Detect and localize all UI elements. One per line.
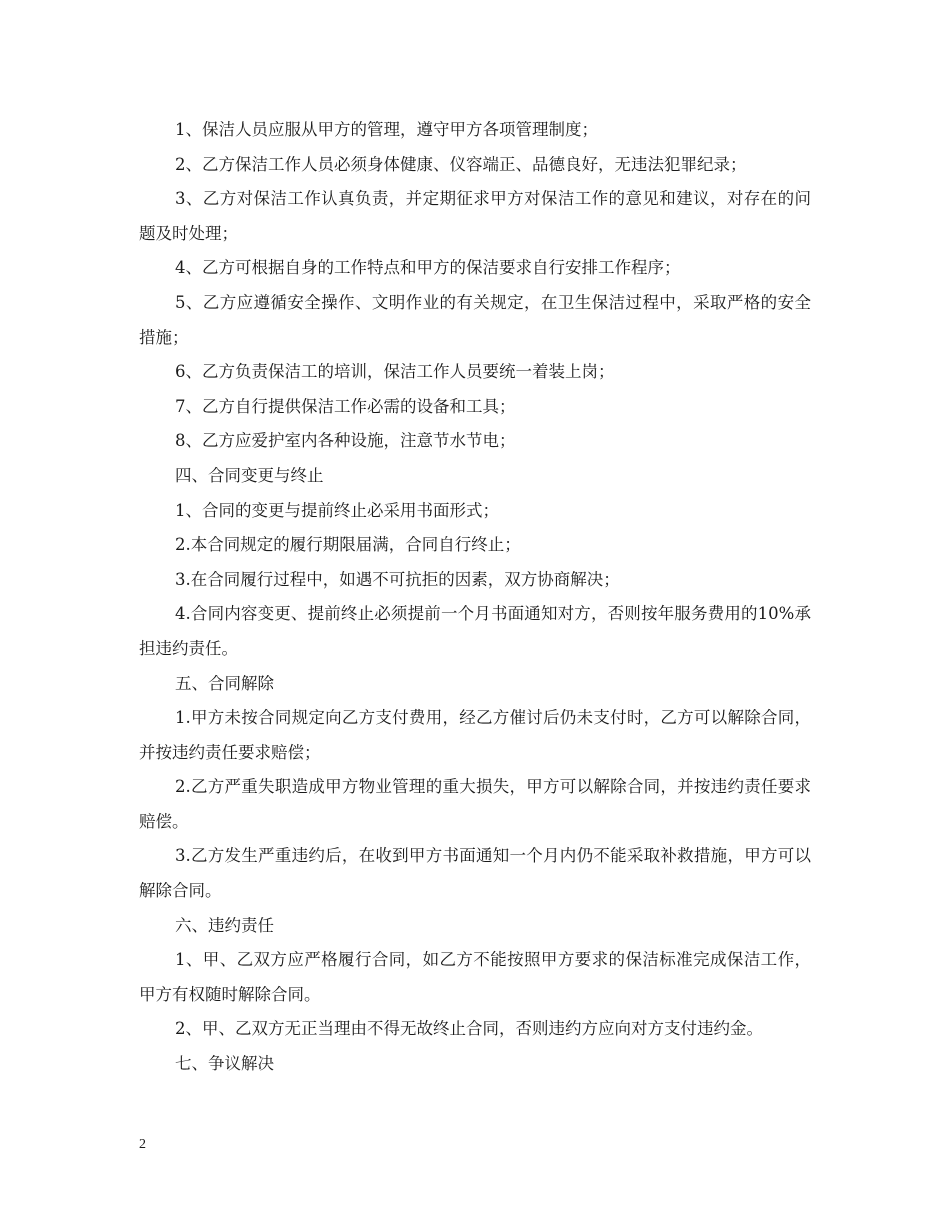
clause-equipment-tools: 7、乙方自行提供保洁工作必需的设备和工具； — [175, 396, 516, 416]
clause-responsibility-feedback: 3、乙方对保洁工作认真负责，并定期征求甲方对保洁工作的意见和建议，对存在的问题及时处理； — [139, 189, 811, 243]
clause-training-uniform: 6、乙方负责保洁工的培训，保洁工作人员要统一着装上岗； — [175, 362, 615, 382]
clause-safety-measures: 5、乙方应遵循安全操作、文明作业的有关规定，在卫生保洁过程中，采取严格的安全措施； — [139, 292, 811, 347]
clause-breach-compensation: 2、甲、乙双方无正当理由不得无故终止合同，否则违约方应向对方支付违约金。 — [175, 1019, 763, 1039]
section-heading-contract-change: 四、合同变更与终止 — [175, 465, 324, 485]
clause-party-a-nonpayment: 1.甲方未按合同规定向乙方支付费用，经乙方催讨后仍未支付时，乙方可以解除合同，并按违约责任要求赔偿； — [139, 708, 811, 762]
clause-party-b-negligence: 2.乙方严重失职造成甲方物业管理的重大损失，甲方可以解除合同，并按违约责任要求赔偿。 — [139, 777, 811, 831]
clause-work-schedule: 4、乙方可根据自身的工作特点和甲方的保洁要求自行安排工作程序； — [175, 258, 681, 278]
clause-written-form: 1、合同的变更与提前终止必采用书面形式； — [175, 500, 499, 520]
clause-strict-performance: 1、甲、乙双方应严格履行合同，如乙方不能按照甲方要求的保洁标准完成保洁工作，甲方有权随时解除合同。 — [139, 950, 811, 1004]
page-number: 2 — [139, 1137, 146, 1152]
clause-staff-requirements: 2、乙方保洁工作人员必须身体健康、仪容端正、品德良好，无违法犯罪纪录； — [175, 154, 747, 174]
clause-cleaner-obey-management: 1、保洁人员应服从甲方的管理，遵守甲方各项管理制度； — [175, 120, 598, 139]
clause-protect-facilities: 8、乙方应爱护室内各种设施，注意节水节电； — [175, 431, 516, 451]
clause-serious-breach: 3.乙方发生严重违约后，在收到甲方书面通知一个月内仍不能采取补救措施，甲方可以解除合同。 — [139, 846, 811, 901]
clause-notice-penalty: 4.合同内容变更、提前终止必须提前一个月书面通知对方，否则按年服务费用的10%承担违约责任。 — [139, 604, 811, 658]
section-heading-termination: 五、合同解除 — [175, 673, 274, 693]
clause-term-expiry: 2.本合同规定的履行期限届满，合同自行终止； — [175, 535, 521, 555]
section-heading-dispute: 七、争议解决 — [175, 1054, 274, 1074]
section-heading-liability: 六、违约责任 — [175, 915, 274, 935]
document-body — [139, 113, 811, 1082]
clause-force-majeure: 3.在合同履行过程中，如遇不可抗拒的因素，双方协商解决； — [175, 569, 620, 589]
